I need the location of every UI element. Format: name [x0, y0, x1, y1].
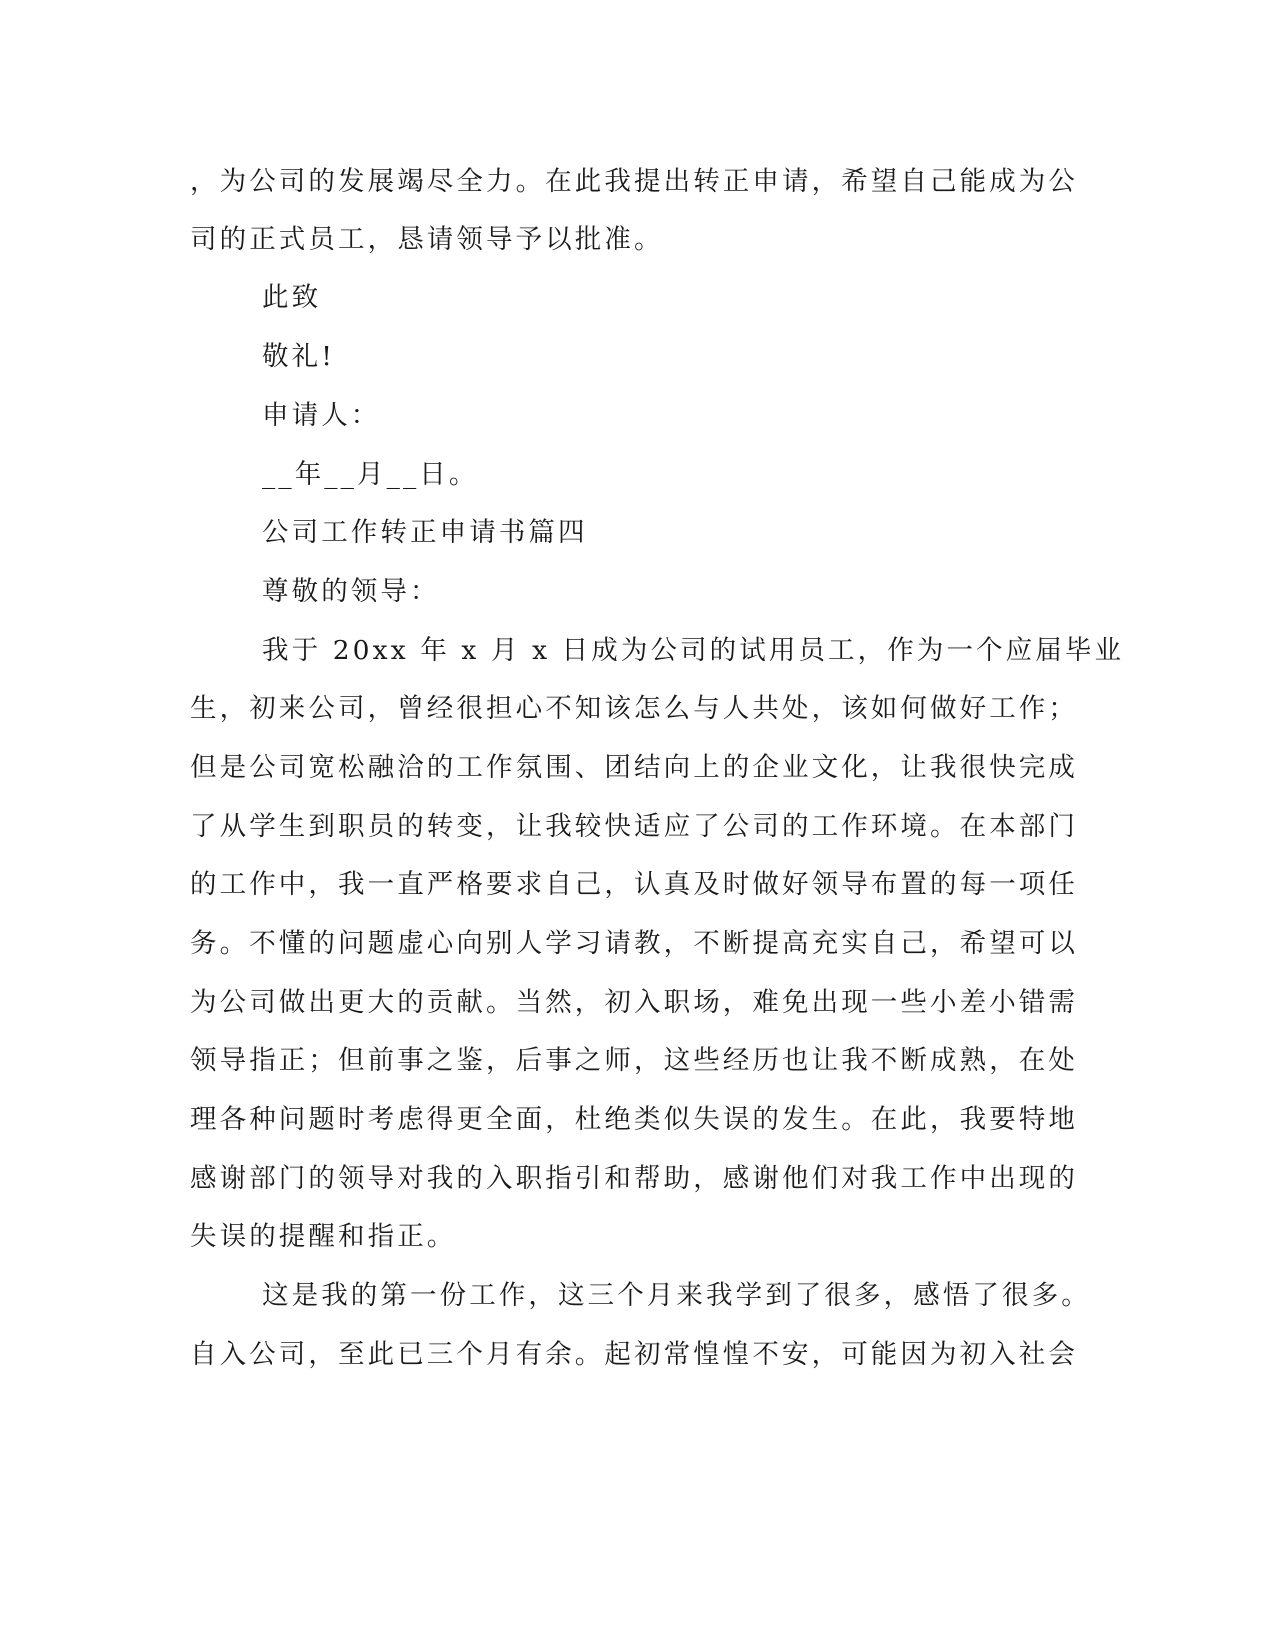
paragraph-line: 务。不懂的问题虚心向别人学习请教，不断提高充实自己，希望可以: [190, 928, 1078, 959]
section-title: 公司工作转正申请书篇四: [262, 517, 588, 548]
paragraph-line: 生，初来公司，曾经很担心不知该怎么与人共处，该如何做好工作；: [190, 693, 1078, 724]
paragraph-line: 领导指正；但前事之鉴，后事之师，这些经历也让我不断成熟，在处: [190, 1045, 1078, 1076]
paragraph-line: ，为公司的发展竭尽全力。在此我提出转正申请，希望自己能成为公: [190, 166, 1078, 197]
applicant-label: 申请人：: [262, 400, 381, 431]
paragraph-line: 失误的提醒和指正。: [190, 1221, 457, 1252]
closing-regards: 敬礼!: [262, 341, 335, 372]
paragraph-line: 司的正式员工，恳请领导予以批准。: [190, 224, 664, 255]
paragraph-line: 自入公司，至此已三个月有余。起初常惶惶不安，可能因为初入社会: [190, 1339, 1078, 1370]
date-line: __年__月__日。: [262, 459, 479, 490]
paragraph-line: 但是公司宽松融洽的工作氛围、团结向上的企业文化，让我很快完成: [190, 752, 1078, 783]
paragraph-line: 理各种问题时考虑得更全面，杜绝类似失误的发生。在此，我要特地: [190, 1104, 1078, 1135]
paragraph-line: 的工作中，我一直严格要求自己，认真及时做好领导布置的每一项任: [190, 869, 1078, 900]
paragraph-line: 为公司做出更大的贡献。当然，初入职场，难免出现一些小差小错需: [190, 987, 1078, 1018]
closing-salutation: 此致: [262, 282, 322, 313]
paragraph-line: 我于 20xx 年 x 月 x 日成为公司的试用员工，作为一个应届毕业: [262, 635, 1125, 666]
paragraph-line: 了从学生到职员的转变，让我较快适应了公司的工作环境。在本部门: [190, 811, 1078, 842]
paragraph-line: 这是我的第一份工作，这三个月来我学到了很多，感悟了很多。: [262, 1280, 1091, 1311]
paragraph-line: 感谢部门的领导对我的入职指引和帮助，感谢他们对我工作中出现的: [190, 1163, 1078, 1194]
greeting: 尊敬的领导：: [262, 576, 440, 607]
